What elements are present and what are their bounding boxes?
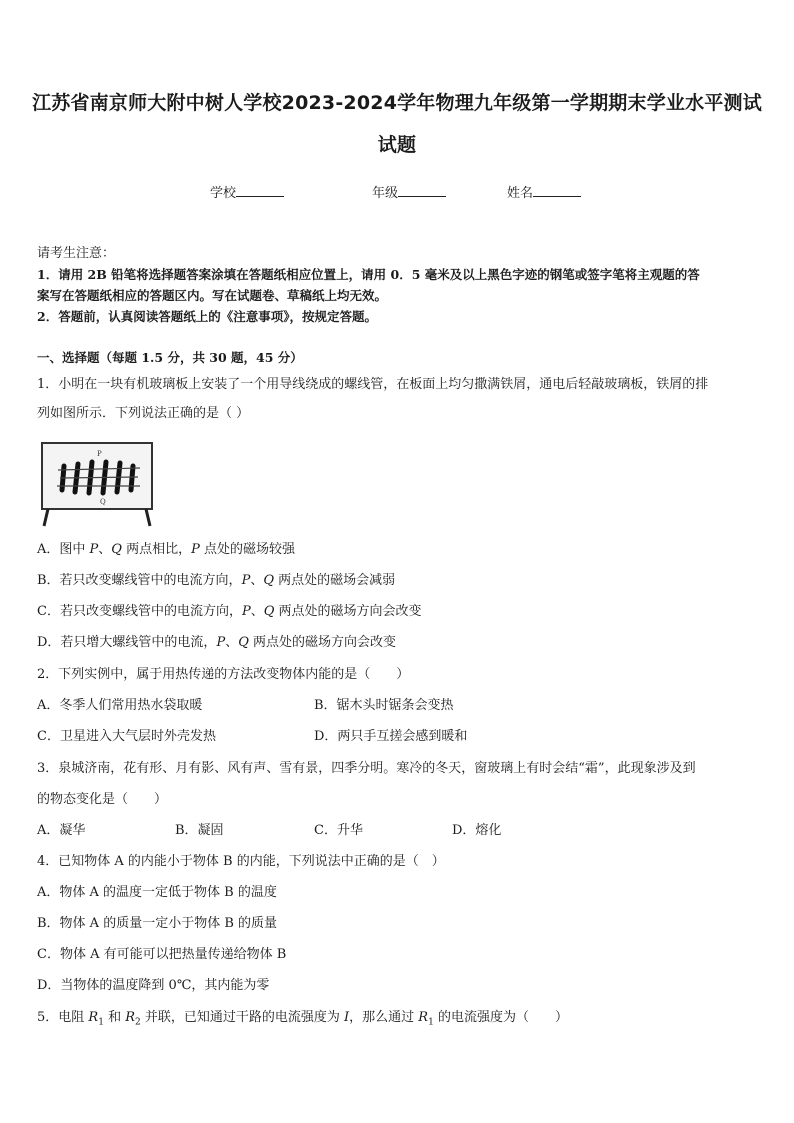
q3-option-b[interactable]: B．凝固 <box>175 823 224 838</box>
q4-stem: 4．已知物体 A 的内能小于物体 B 的内能，下列说法中正确的是（ ） <box>37 854 445 869</box>
q3-stem-line2: 的物态变化是（ ） <box>37 792 168 807</box>
solenoid-iron-filings-figure <box>40 440 156 528</box>
notice-item2: 2．答题前，认真阅读答题纸上的《注意事项》，按规定答题。 <box>37 309 377 324</box>
figure-label-q: Q <box>100 498 106 506</box>
q1-stem-line2: 列如图所示．下列说法正确的是（ ） <box>37 406 250 421</box>
school-label: 学校 <box>210 186 237 201</box>
school-blank[interactable] <box>236 184 284 197</box>
grade-blank[interactable] <box>398 184 446 197</box>
q1-option-d[interactable]: D．若只增大螺线管中的电流，P、Q 两点处的磁场方向会改变 <box>37 635 397 650</box>
q4-option-d[interactable]: D．当物体的温度降到 0℃，其内能为零 <box>37 978 270 993</box>
q2-option-d[interactable]: D．两只手互搓会感到暖和 <box>314 729 468 744</box>
q3-option-a[interactable]: A．凝华 <box>37 823 86 838</box>
q2-option-c[interactable]: C．卫星进入大气层时外壳发热 <box>37 729 216 744</box>
name-blank[interactable] <box>533 184 581 197</box>
q4-option-a[interactable]: A．物体 A 的温度一定低于物体 B 的温度 <box>37 885 277 900</box>
q4-option-c[interactable]: C．物体 A 有可能可以把热量传递给物体 B <box>37 947 287 962</box>
q1-option-c[interactable]: C．若只改变螺线管中的电流方向，P、Q 两点处的磁场方向会改变 <box>37 604 422 619</box>
notice-item1-line2: 案写在答题纸相应的答题区内。写在试题卷、草稿纸上均无效。 <box>37 288 388 303</box>
exam-title-line1: 江苏省南京师大附中树人学校2023-2024学年物理九年级第一学期期末学业水平测试 <box>32 92 762 114</box>
q3-option-c[interactable]: C．升华 <box>314 823 363 838</box>
school-field[interactable] <box>210 182 284 201</box>
q2-option-a[interactable]: A．冬季人们常用热水袋取暖 <box>37 698 203 713</box>
q5-stem: 5．电阻 $R_1$ 和 $R_2$ 并联，已知通过干路的电流强度为 I，那么通过 $R_1$ 的电流强度为（ ） <box>37 1010 568 1028</box>
q3-stem-line1: 3．泉城济南，花有形、月有影、风有声、雪有景，四季分明。寒冷的冬天，窗玻璃上有时会结“霜”，此现象涉及到 <box>37 761 696 776</box>
q1-option-b[interactable]: B．若只改变螺线管中的电流方向，P、Q 两点处的磁场会减弱 <box>37 573 396 588</box>
name-label: 姓名 <box>507 186 534 201</box>
q1-option-a[interactable]: A．图中 P、Q 两点相比，P 点处的磁场较强 <box>37 542 295 557</box>
q2-option-b[interactable]: B．锯木头时锯条会变热 <box>314 698 454 713</box>
grade-field[interactable] <box>372 182 446 201</box>
q3-option-d[interactable]: D．熔化 <box>452 823 502 838</box>
grade-label: 年级 <box>372 186 399 201</box>
figure-label-p: P <box>97 450 102 458</box>
q2-stem: 2．下列实例中，属于用热传递的方法改变物体内能的是（ ） <box>37 667 410 682</box>
exam-title-line2: 试题 <box>377 134 417 156</box>
notice-heading: 请考生注意： <box>37 246 116 261</box>
section-heading: 一、选择题（每题 1.5 分，共 30 题，45 分） <box>37 350 303 365</box>
name-field[interactable] <box>507 182 581 201</box>
q4-option-b[interactable]: B．物体 A 的质量一定小于物体 B 的质量 <box>37 916 278 931</box>
q1-stem-line1: 1．小明在一块有机玻璃板上安装了一个用导线绕成的螺线管，在板面上均匀撒满铁屑，通电后轻敲玻璃板，铁屑的排 <box>37 377 709 392</box>
notice-item1-line1: 1．请用 2B 铅笔将选择题答案涂填在答题纸相应位置上，请用 0．5 毫米及以上黑色字迹的钢笔或签字笔将主观题的答 <box>37 267 700 282</box>
